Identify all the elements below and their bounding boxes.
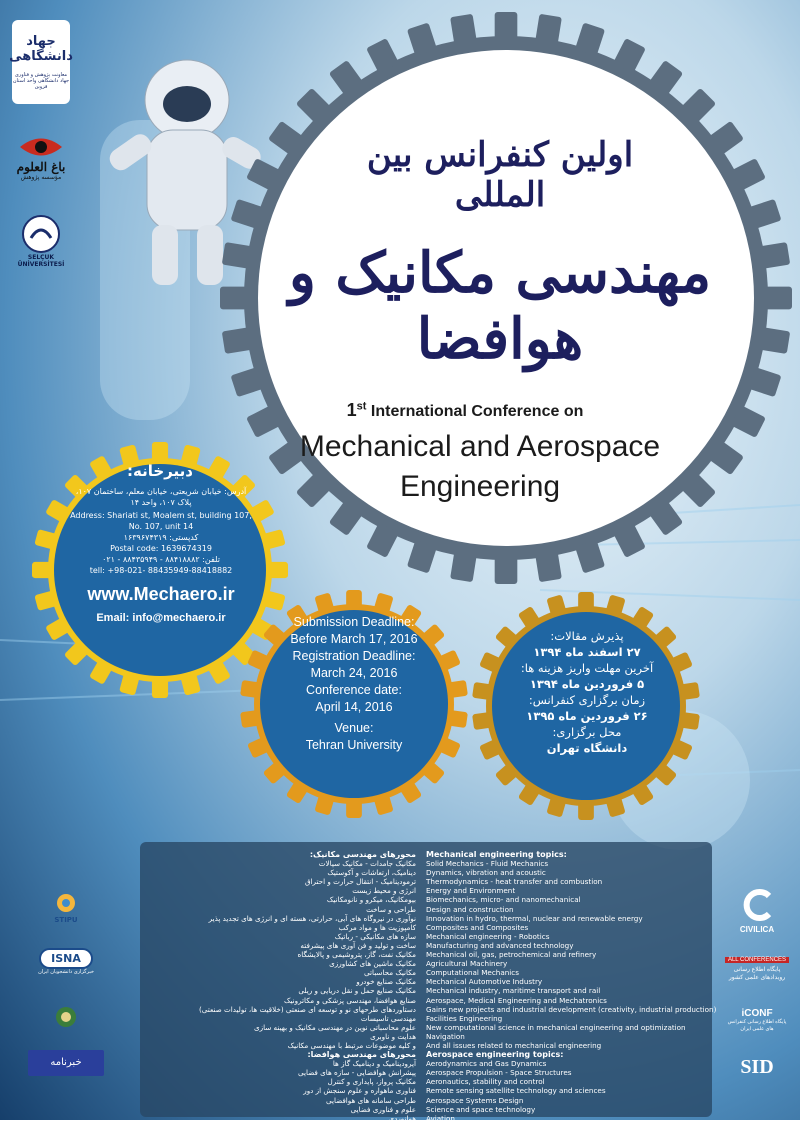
selcuk-emblem-icon <box>21 214 61 254</box>
deadlines-en <box>262 614 446 754</box>
topic-item: مکانیک محاسباتی <box>364 968 416 978</box>
email-link[interactable]: Email: info@mechaero.ir <box>96 612 226 624</box>
topic-item: مکانیک صنایع خودرو <box>356 977 416 987</box>
topics-fa-aero-heading: محورهای مهندسی هوافضا: <box>307 1050 416 1060</box>
topic-item: Aerospace Systems Design <box>426 1095 524 1105</box>
stipu-logo: STIPU <box>28 892 104 926</box>
topic-item: Navigation <box>426 1031 465 1041</box>
topics-en-column <box>426 850 731 1132</box>
topic-item: طراحی سامانه های هوافضایی <box>325 1095 416 1105</box>
topic-item: مکانیک جامدات - مکانیک سیالات <box>318 859 416 869</box>
topic-item: پیشرانش هوافضایی - سازه های فضایی <box>298 1068 416 1078</box>
deadline-fa-3: آخرین مهلت واریز هزینه ها: <box>520 661 654 675</box>
topic-item: علوم محاسباتی نوین در مهندسی مکانیک و بهینه سازی <box>253 1022 416 1032</box>
deadline-fa-5: زمان برگزاری کنفرانس: <box>528 693 646 707</box>
topic-item: طراحی و ساخت <box>366 904 416 914</box>
topics-en-aero-heading: Aerospace engineering topics: <box>426 1050 564 1060</box>
conference-label: Conference date: <box>306 683 402 697</box>
topic-item: مکانیک ماشین های کشاورزی <box>329 959 416 969</box>
topic-item: علوم وابسته به هوافضا شامل حقوق هوافضا، زیست فضایی، مدیریت هوافضا <box>187 1122 416 1132</box>
civilica-logo: CIVILICA <box>724 890 790 934</box>
topic-item: Composites and Composites <box>426 922 529 932</box>
selcuk-logo: SELÇUK ÜNİVERSİTESİ <box>12 206 70 276</box>
submission-value: Before March 17, 2016 <box>290 632 418 646</box>
all-conferences-logo: ALL CONFERENCES پایگاه اطلاع رسانی رویدادهای علمی کشور <box>724 948 790 982</box>
deadline-fa-1: پذیرش مقالات: <box>550 629 624 643</box>
topic-item: Aerodynamics and Gas Dynamics <box>426 1059 547 1069</box>
topics-en-mech-heading: Mechanical engineering topics: <box>426 850 567 859</box>
topic-item: ساخت و تولید و فن آوری های پیشرفته <box>300 940 416 950</box>
topics-en-aero-list <box>426 1059 731 1132</box>
stipu-icon <box>51 892 81 914</box>
topic-item: بیومکانیک، میکرو و نانومکانیک <box>326 895 416 905</box>
registration-label: Registration Deadline: <box>292 649 416 663</box>
address-fa-2: پلاک ۱۰۷، واحد ۱۴ <box>130 498 192 507</box>
topic-item: Biomechanics, micro- and nanomechanical <box>426 895 581 905</box>
topic-item: فناوری ماهواره و علوم سنجش از دور <box>303 1086 416 1096</box>
postal-en: Postal code: 1639674319 <box>110 544 212 553</box>
topic-item: Science and space technology <box>426 1104 536 1114</box>
topic-item: هوانوردی <box>388 1113 416 1123</box>
topic-item: New computational science in mechanical engineering and optimization <box>426 1022 686 1032</box>
topic-item: Mechanical Automotive Industry <box>426 977 543 987</box>
venue-label: Venue: <box>334 721 374 735</box>
address-fa-1: آدرس: خیابان شریعتی، خیابان معلم، ساختمان ۱۰۷، <box>75 487 247 496</box>
deadline-fa-8: دانشگاه تهران <box>546 741 628 755</box>
topic-item: Innovation in hydro, thermal, nuclear and renewable energy <box>426 913 643 923</box>
topic-item: آیرودینامیک و دینامیک گاز ها <box>332 1059 416 1069</box>
topics-fa-mech-list <box>146 859 416 1050</box>
isna-logo: ISNA خبرگزاری دانشجویان ایران <box>28 948 104 986</box>
topic-item: Thermodynamics - heat transfer and combustion <box>426 877 603 887</box>
topic-item: Facilities Engineering <box>426 1013 503 1023</box>
topics-fa-column <box>146 850 416 1132</box>
topic-item: Mechanical engineering - Robotics <box>426 931 550 941</box>
deadline-fa-6: ۲۶ فروردین ماه ۱۳۹۵ <box>526 709 648 723</box>
address-en-2: No. 107, unit 14 <box>128 522 194 531</box>
tel-fa: تلفن: ۸۸۴۱۸۸۸۲ - ۸۸۴۳۵۹۴۹ - ۰۲۱ <box>102 555 220 564</box>
topics-en-mech-list <box>426 859 717 1050</box>
address-en-1: Address: Shariati st, Moalem st, building 107, <box>70 511 252 520</box>
topic-item: Remote sensing satellite technology and sciences <box>426 1086 606 1096</box>
secretariat-heading: دبیرخانه: <box>127 462 193 480</box>
title-en-line2: Mechanical and Aerospace <box>299 430 661 463</box>
topic-item: و کلیه موضوعات مرتبط با مهندسی مکانیک <box>287 1040 416 1050</box>
eye-icon <box>18 134 64 160</box>
submission-label: Submission Deadline: <box>293 615 415 629</box>
topic-item: Agricultural Machinery <box>426 959 508 969</box>
website-link[interactable]: www.Mechaero.ir <box>87 584 235 604</box>
topic-item: Dynamics, vibration and acoustic <box>426 868 546 878</box>
topic-item: مکانیک صنایع حمل و نقل دریایی و ریلی <box>298 986 416 996</box>
topic-item: Gains new projects and industrial development (creativity, industrial production) <box>426 1004 717 1014</box>
deadline-fa-4: ۵ فروردین ماه ۱۳۹۴ <box>529 677 645 691</box>
topic-item: And all issues related to mechanical engineering <box>426 1040 602 1050</box>
postal-fa: کدپستی: ۱۶۳۹۶۷۴۳۱۹ <box>123 533 199 542</box>
topic-item: مکانیک پرواز، پایداری و کنترل <box>327 1077 416 1087</box>
jahad-daneshgahi-logo: جهاد دانشگاهی معاونت پژوهش و فناوری جهاد دانشگاهی واحد استان قزوین <box>12 20 70 104</box>
org-emblem-icon <box>54 1005 78 1029</box>
topic-item: Mechanical industry, maritime transport and rail <box>426 986 601 996</box>
deadline-fa-7: محل برگزاری: <box>552 725 622 739</box>
topic-item: Design and construction <box>426 904 514 914</box>
topics-fa-aero-list <box>146 1059 416 1132</box>
civilica-icon <box>739 890 775 920</box>
topic-item: دینامیک، ارتعاشات و آکوستیک <box>327 868 416 878</box>
title-fa-line2: مهندسی مکانیک و هوافضا <box>288 240 712 372</box>
tel-en: tell: +98-021- 88435949-88418882 <box>89 566 233 575</box>
deadline-fa-2: ۲۷ اسفند ماه ۱۳۹۴ <box>533 645 641 659</box>
registration-value: March 24, 2016 <box>310 666 398 680</box>
topic-item: صنایع هوافضا، مهندسی پزشکی و مکاترونیک <box>284 995 416 1005</box>
topic-item: Energy and Environment <box>426 886 516 896</box>
title-en-line1: 1st International Conference on <box>346 400 584 420</box>
secretariat-address-en <box>46 510 276 576</box>
venue-value: Tehran University <box>305 738 403 752</box>
topic-item: Aviation <box>426 1113 455 1123</box>
topic-item: Computational Mechanics <box>426 968 519 978</box>
topics-fa-mech-heading: محورهای مهندسی مکانیک: <box>309 850 416 859</box>
topic-item: Solid Mechanics - Fluid Mechanics <box>426 859 549 869</box>
secretariat-address-fa <box>46 486 276 508</box>
org-logo <box>28 1005 104 1029</box>
title-fa-line1: اولین کنفرانس بین المللی <box>366 135 634 215</box>
conference-value: April 14, 2016 <box>315 700 393 714</box>
topic-item: انرژی و محیط زیست <box>352 886 416 896</box>
deadlines-fa <box>492 628 682 756</box>
topic-item: ترمودینامیک - انتقال حرارت و احتراق <box>304 877 416 887</box>
topic-item: Mechanical oil, gas, petrochemical and refinery <box>426 950 597 960</box>
topic-item: Aerospace-related sciences, including space law, space biology, space management <box>426 1122 731 1132</box>
bagh-elm-logo: باغ العلوم مؤسسه پژوهش <box>12 118 70 196</box>
topic-item: Aeronautics, stability and control <box>426 1077 545 1087</box>
topic-item: Aerospace, Medical Engineering and Mechatronics <box>426 995 607 1005</box>
topic-item: مهندسی تاسیسات <box>360 1013 416 1023</box>
topic-item: Aerospace Propulsion - Space Structures <box>426 1068 572 1078</box>
partner-logos-left <box>9 20 74 276</box>
iconf-logo: iCONF پایگاه اطلاع رسانی کنفرانس های علمی ایران <box>727 1008 787 1032</box>
topic-item: Manufacturing and advanced technology <box>426 940 574 950</box>
topic-item: نوآوری در نیروگاه های آبی، حرارتی، هسته ای و انرژی های تجدید پذیر <box>208 913 416 923</box>
topic-item: علوم و فناوری فضایی <box>350 1104 416 1114</box>
khabarnameh-logo: خبرنامه <box>28 1050 104 1076</box>
topic-item: دستاوردهای طرحهای نو و توسعه ای صنعتی (خلاقیت ها، تولیدات صنعتی) <box>198 1004 416 1014</box>
title-en-line3: Engineering <box>399 470 561 503</box>
sid-logo: SID <box>740 1056 774 1078</box>
topic-item: کامپوزیت ها و مواد مرکب <box>338 922 416 932</box>
topic-item: مکانیک نفت، گاز، پتروشیمی و پالایشگاه <box>297 950 416 960</box>
topics-panel <box>140 842 731 1132</box>
topic-item: سازه های مکانیکی - رباتیک <box>334 931 416 941</box>
topic-item: هدایت و ناوبری <box>370 1031 416 1041</box>
